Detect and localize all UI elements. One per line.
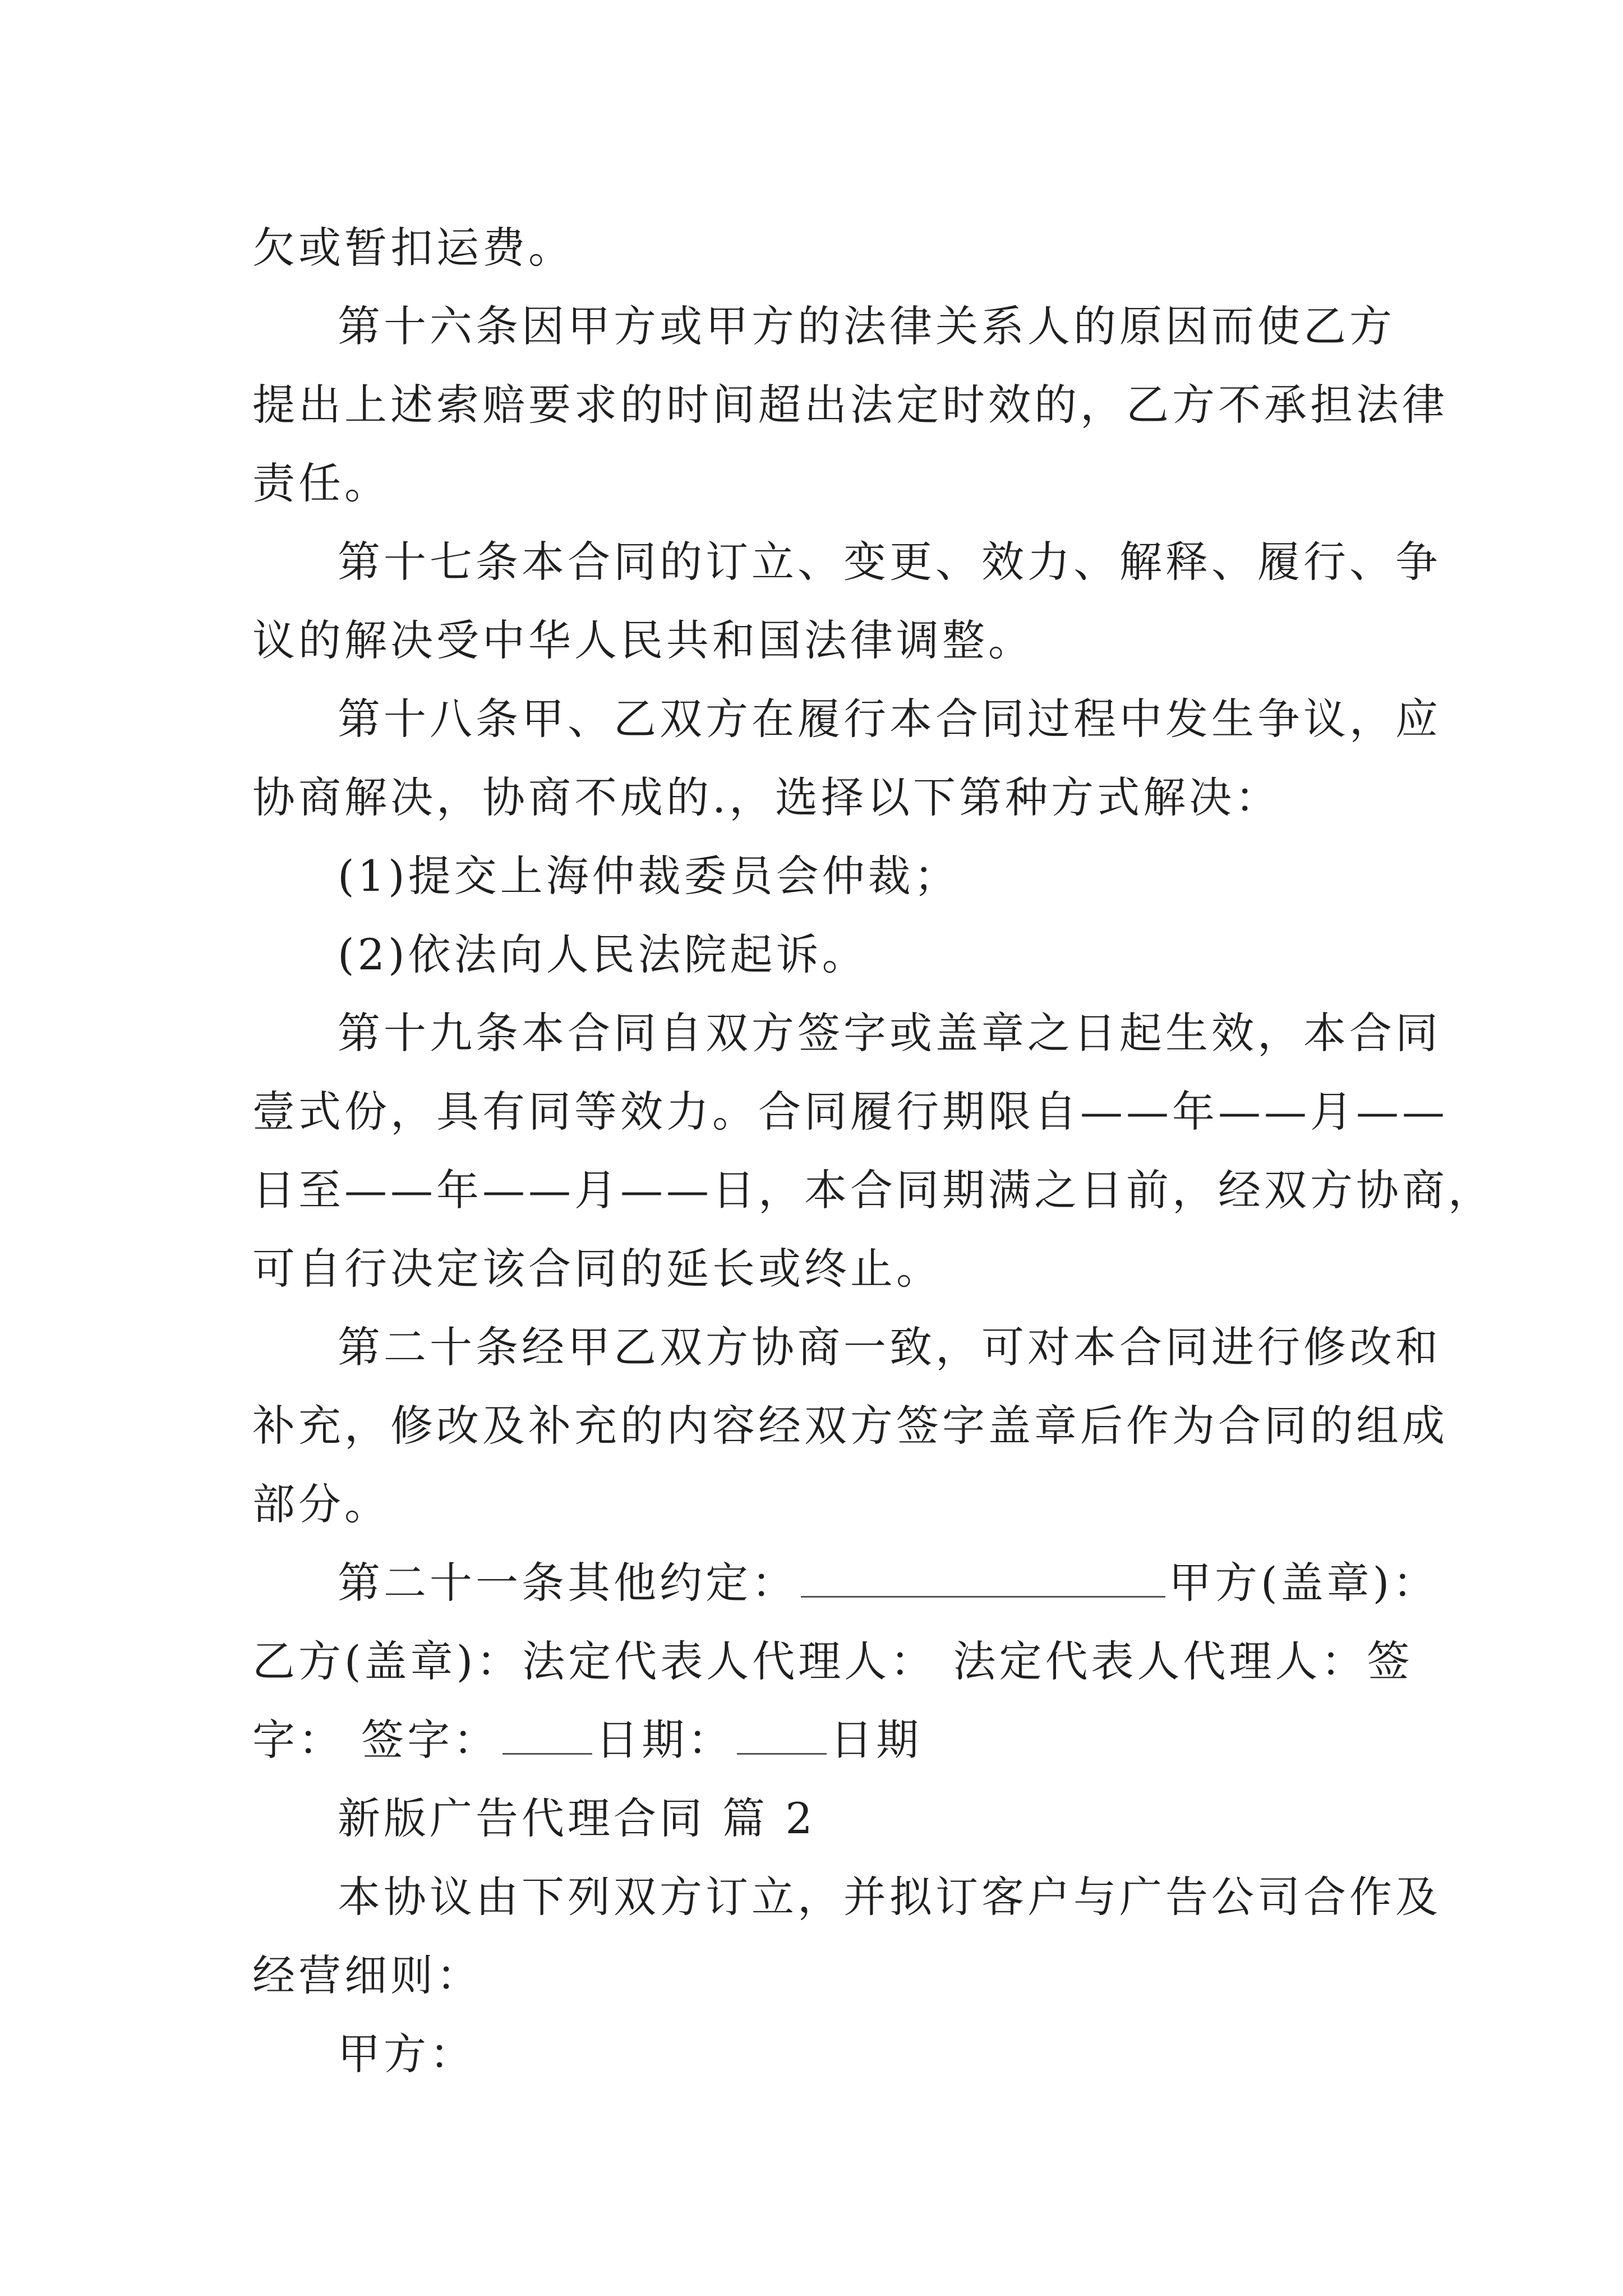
date-line-date-label-2: 日期: [830, 1715, 923, 1765]
text-line: 本协议由下列双方订立，并拟订客户与广告公司合作及: [338, 1872, 1441, 1922]
text-line: 第十七条本合同的订立、变更、效力、解释、履行、争: [338, 537, 1441, 587]
text-line: 经营细则：: [252, 1950, 482, 2000]
clause-21-line: [252, 1544, 1439, 1622]
paragraph-block-top: [252, 209, 1494, 1544]
text-line: 议的解决受中华人民共和国法律调整。: [252, 615, 1034, 665]
text-line: 壹式份，具有同等效力。合同履行期限自——年——月——: [252, 1087, 1448, 1137]
text-line: 第十九条本合同自双方签字或盖章之日起生效，本合同: [338, 1008, 1441, 1058]
clause-21-suffix: 甲方(盖章)：: [1169, 1558, 1439, 1608]
signature-line: 乙方(盖章)：法定代表人代理人： 法定代表人代理人：签: [252, 1636, 1413, 1686]
text-line: (1)提交上海仲裁委员会仲裁；: [338, 851, 960, 901]
text-line: 第十六条因甲方或甲方的法律关系人的原因而使乙方: [338, 301, 1395, 351]
text-line: (2)依法向人民法院起诉。: [338, 930, 868, 979]
text-line: 第十八条甲、乙双方在履行本合同过程中发生争议，应: [338, 694, 1441, 744]
date-line-signature-label: 字： 签字：: [252, 1715, 500, 1765]
paragraph-block-tail: [252, 1779, 1441, 2093]
blank-underline: [502, 1710, 592, 1755]
text-line: 甲方：: [338, 2029, 476, 2079]
text-line: 可自行决定该合同的延长或终止。: [252, 1244, 942, 1294]
text-line: 第二十条经甲乙双方协商一致，可对本合同进行修改和: [338, 1322, 1441, 1372]
clause-21-prefix: 第二十一条其他约定：: [338, 1558, 797, 1608]
text-line: 提出上述索赔要求的时间超出法定时效的，乙方不承担法律: [252, 380, 1448, 430]
date-line: [252, 1701, 1396, 1779]
text-line: 欠或暂扣运费。: [252, 223, 574, 273]
text-line: 新版广告代理合同 篇 2: [338, 1793, 816, 1843]
text-line: 责任。: [252, 458, 390, 508]
document-body: [252, 209, 1494, 2093]
text-line: 日至——年——月——日，本合同期满之日前，经双方协商，: [252, 1165, 1494, 1215]
text-line: 补充，修改及补充的内容经双方签字盖章后作为合同的组成: [252, 1401, 1448, 1451]
text-line: 协商解决，协商不成的.，选择以下第种方式解决：: [252, 772, 1281, 822]
blank-underline: [737, 1710, 827, 1755]
date-line-date-label: 日期：: [596, 1715, 734, 1765]
blank-underline: [801, 1553, 1165, 1598]
text-line: 部分。: [252, 1479, 390, 1529]
